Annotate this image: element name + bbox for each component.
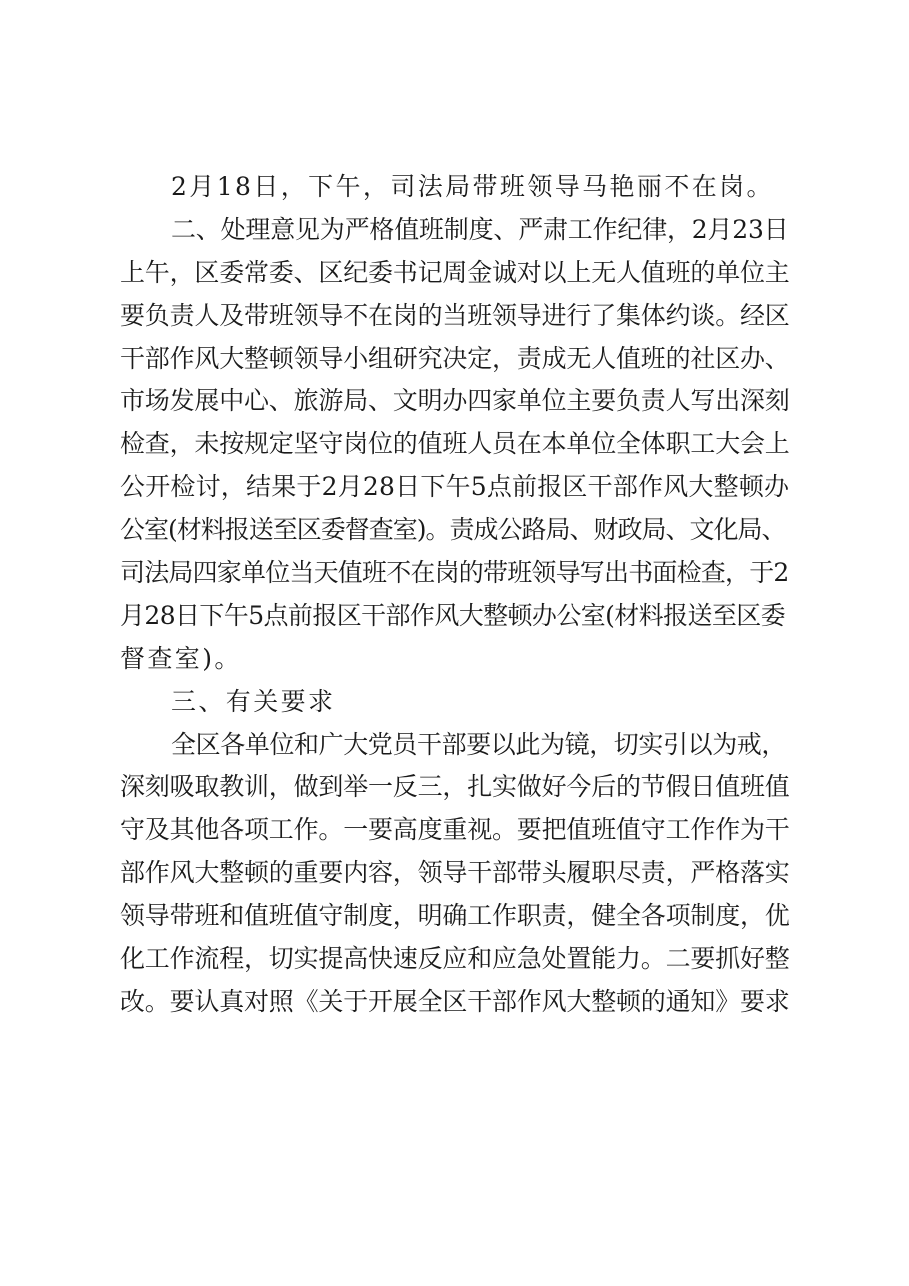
text-line: 司法局四家单位当天值班不在岗的带班领导写出书面检查，于2: [120, 558, 789, 588]
text-line: 2月18日，下午，司法局带班领导马艳丽不在岗。: [171, 172, 774, 201]
text-line: 检查，未按规定坚守岗位的值班人员在本单位全体职工大会上: [120, 429, 790, 459]
text-line: 守及其他各项工作。一要高度重视。要把值班值守工作作为干: [120, 815, 790, 845]
text-line: 全区各单位和广大党员干部要以此为镜，切实引以为戒，: [171, 729, 787, 759]
section-heading-two: 二、处理意见为严格值班制度、严肃工作纪律，2月23日: [171, 214, 789, 244]
text-line: 公室(材料报送至区委督查室)。责成公路局、财政局、文化局、: [120, 515, 786, 545]
text-line: 公开检讨，结果于2月28日下午5点前报区干部作风大整顿办: [120, 472, 790, 502]
text-line: 月28日下午5点前报区干部作风大整顿办公室(材料报送至区委: [120, 600, 786, 630]
document-page: [120, 166, 800, 1024]
text-line: 干部作风大整顿领导小组研究决定，责成无人值班的社区办、: [120, 343, 790, 373]
text-line: 市场发展中心、旅游局、文明办四家单位主要负责人写出深刻: [120, 386, 790, 416]
section-heading-three: 三、有关要求: [171, 686, 336, 716]
text-line: 督查室)。: [120, 643, 242, 673]
text-line: 改。要认真对照《关于开展全区干部作风大整顿的通知》要求: [120, 986, 790, 1016]
text-line: 化工作流程，切实提高快速反应和应急处置能力。二要抓好整: [120, 944, 790, 974]
text-line: 部作风大整顿的重要内容，领导干部带头履职尽责，严格落实: [120, 858, 790, 888]
text-line: 要负责人及带班领导不在岗的当班领导进行了集体约谈。经区: [120, 300, 790, 330]
text-line: 领导带班和值班值守制度，明确工作职责，健全各项制度，优: [120, 901, 790, 931]
text-line: 上午，区委常委、区纪委书记周金诚对以上无人值班的单位主: [120, 257, 790, 287]
text-line: 深刻吸取教训，做到举一反三，扎实做好今后的节假日值班值: [120, 772, 790, 802]
